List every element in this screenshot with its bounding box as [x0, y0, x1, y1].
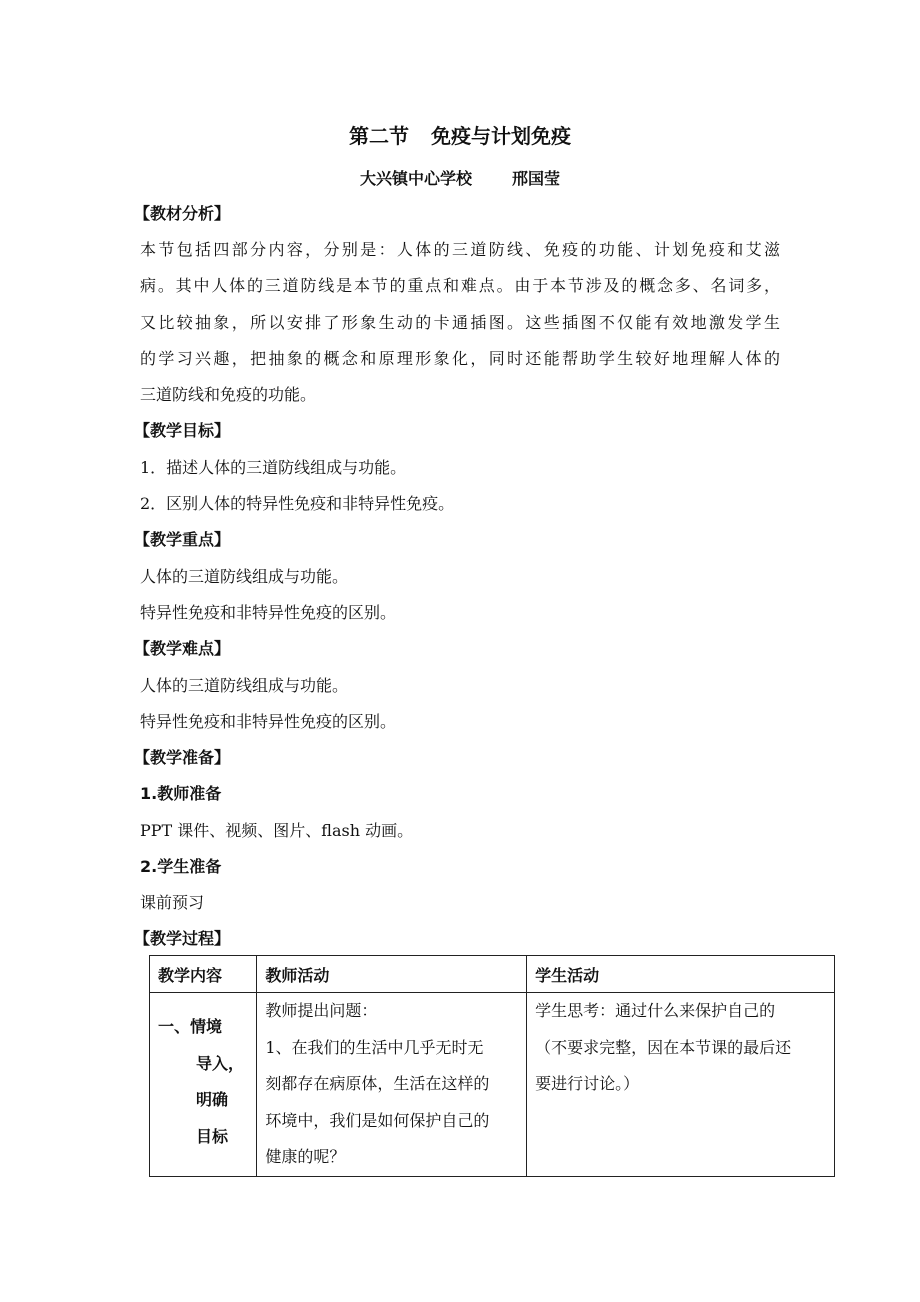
cell-line: 学生思考：通过什么来保护自己的: [535, 1001, 776, 1020]
heading-difficult-points: 【教学难点】: [134, 639, 231, 658]
section-title: 免疫与计划免疫: [431, 124, 571, 148]
key-point-item: 人体的三道防线组成与功能。: [140, 567, 349, 586]
paragraph-line: 的学习兴趣，把抽象的概念和原理形象化，同时还能帮助学生较好地理解人体的: [140, 349, 780, 368]
header-student-activity: 学生活动: [527, 956, 835, 993]
document-title: [0, 120, 920, 149]
cell-line: （不要求完整，因在本节课的最后还: [535, 1037, 792, 1057]
difficult-point-item: 人体的三道防线组成与功能。: [140, 676, 349, 695]
stage-line: 目标: [196, 1126, 229, 1146]
heading-process: 【教学过程】: [134, 929, 231, 948]
paragraph-line: 三道防线和免疫的功能。: [140, 385, 317, 404]
stage-cell: [150, 993, 257, 1177]
teacher-prep-text: PPT 课件、视频、图片、flash 动画。: [140, 821, 414, 840]
paragraph-line: 病。其中人体的三道防线是本节的重点和难点。由于本节涉及的概念多、名词多，: [140, 276, 780, 295]
student-activity-cell: [527, 993, 835, 1177]
header-teacher-activity: 教师活动: [257, 956, 527, 993]
table-header-row: [150, 956, 835, 993]
author-line: [0, 166, 920, 189]
stage-line: 明确: [196, 1090, 229, 1109]
cell-line: 1、在我们的生活中几乎无时无: [265, 1037, 484, 1057]
teacher-prep-heading: 1.教师准备: [140, 784, 222, 803]
paragraph-line: 又比较抽象，所以安排了形象生动的卡通插图。这些插图不仅能有效地激发学生: [140, 313, 780, 332]
student-prep-text: 课前预习: [140, 893, 205, 912]
stage-line: 导入，: [196, 1053, 245, 1073]
teaching-process-table: [149, 955, 835, 1177]
cell-line: 刻都存在病原体，生活在这样的: [265, 1074, 490, 1093]
difficult-point-item: 特异性免疫和非特异性免疫的区别。: [140, 712, 397, 731]
heading-key-points: 【教学重点】: [134, 530, 231, 549]
teacher-activity-cell: [257, 993, 527, 1177]
stage-line: 一、情境: [158, 1017, 223, 1036]
cell-line: 要进行讨论。）: [535, 1074, 640, 1093]
cell-line: 教师提出问题：: [265, 1001, 378, 1020]
author-name: 邢国莹: [512, 169, 561, 188]
student-prep-heading: 2.学生准备: [140, 857, 222, 876]
school-name: 大兴镇中心学校: [359, 169, 472, 188]
heading-material-analysis: 【教材分析】: [134, 204, 231, 223]
key-point-item: 特异性免疫和非特异性免疫的区别。: [140, 603, 397, 622]
paragraph-line: 本节包括四部分内容，分别是：人体的三道防线、免疫的功能、计划免疫和艾滋: [140, 240, 780, 259]
heading-preparation: 【教学准备】: [134, 748, 231, 767]
goal-item: 2．区别人体的特异性免疫和非特异性免疫。: [140, 494, 455, 513]
goal-item: 1．描述人体的三道防线组成与功能。: [140, 458, 407, 477]
header-content: 教学内容: [150, 956, 257, 993]
heading-teaching-goals: 【教学目标】: [134, 421, 231, 440]
section-number: 第二节: [349, 124, 409, 148]
cell-line: 环境中，我们是如何保护自己的: [265, 1110, 490, 1130]
table-row: [150, 993, 835, 1177]
cell-line: 健康的呢？: [265, 1147, 346, 1166]
